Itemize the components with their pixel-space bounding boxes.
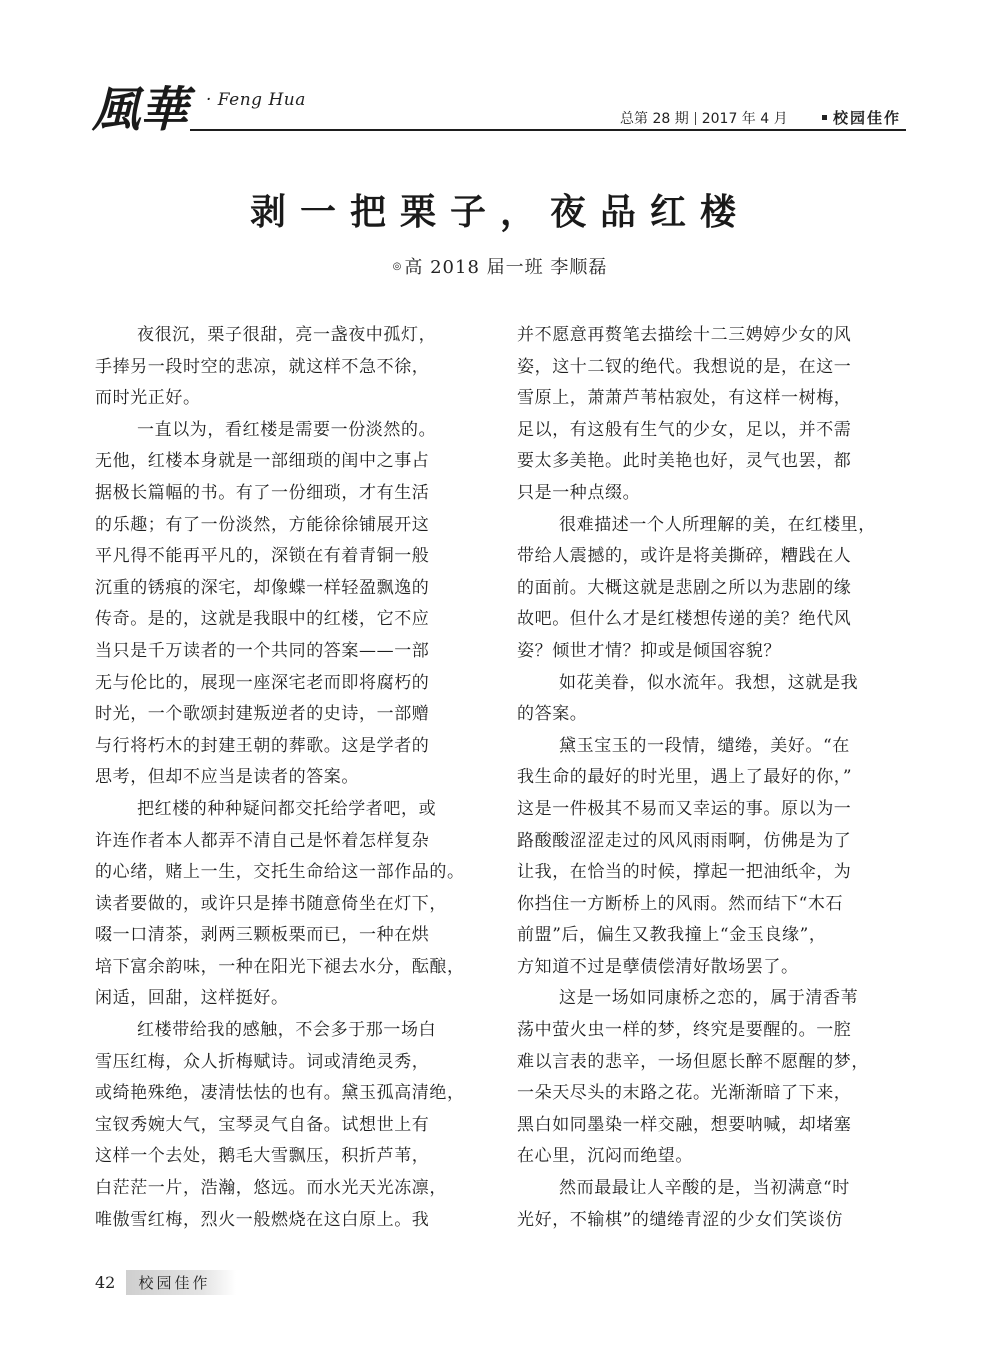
text-line: 你挡住一方断桥上的风雨。然而结下“木石 — [517, 893, 844, 914]
logo-text: 風華 — [92, 82, 189, 136]
text-line: 据极长篇幅的书。有了一份细琐，才有生活 — [95, 482, 430, 503]
text-line: 这是一件极其不易而又幸运的事。原以为一 — [517, 798, 852, 819]
text-line: 前盟”后，偏生又教我撞上“金玉良缘”， — [517, 925, 827, 946]
text-line: 一直以为，看红楼是需要一份淡然的。 — [137, 419, 437, 440]
header-rule — [190, 129, 906, 131]
text-line: 故吧。但什么才是红楼想传递的美？绝代风 — [517, 609, 852, 630]
text-line: 方知道不过是孽债偿清好散场罢了。 — [517, 956, 799, 977]
left-column — [95, 320, 485, 1236]
text-line: 的答案。 — [517, 704, 588, 725]
issue-info — [620, 108, 788, 128]
text-line: 沉重的锈痕的深宅，却像蝶一样轻盈飘逸的 — [95, 577, 430, 598]
text-line: 黛玉宝玉的一段情，缱绻，美好。“在 — [559, 735, 850, 756]
issue-date: 2017 年 4 月 — [701, 111, 788, 127]
text-line: 姿，这十二钗的绝代。我想说的是，在这一 — [517, 356, 852, 377]
text-line: 只是一种点缀。 — [517, 482, 641, 503]
section-label-text: 校园佳作 — [833, 109, 902, 127]
text-line: 如花美眷，似水流年。我想，这就是我 — [559, 672, 859, 693]
feng-hua-calligraphy-logo — [90, 76, 200, 136]
text-line: 读者要做的，或许只是捧书随意倚坐在灯下， — [95, 893, 447, 914]
text-line: 思考，但却不应当是读者的答案。 — [95, 767, 359, 788]
text-line: 培下富余韵味，一种在阳光下褪去水分，酝酿， — [95, 956, 465, 977]
text-line: 把红楼的种种疑问都交托给学者吧，或 — [137, 798, 437, 819]
issue-divider — [695, 112, 696, 125]
issue-number: 总第 28 期 — [620, 111, 689, 127]
text-line: 宝钗秀婉大气，宝琴灵气自备。试想世上有 — [95, 1114, 430, 1135]
text-line: 红楼带给我的感触，不会多于那一场白 — [137, 1020, 437, 1041]
text-line: 光好，不输棋”的缱绻青涩的少女们笑谈仿 — [517, 1209, 844, 1230]
article-byline — [0, 253, 1000, 279]
text-line: 很难描述一个人所理解的美，在红楼里， — [559, 514, 876, 535]
right-column — [517, 320, 907, 1236]
text-line: 的乐趣；有了一份淡然，方能徐徐铺展开这 — [95, 514, 430, 535]
text-line: 白茫茫一片，浩瀚，悠远。而水光天光冻凛， — [95, 1178, 447, 1199]
text-line: 带给人震撼的，或许是将美撕碎，糟践在人 — [517, 546, 852, 567]
text-line: 我生命的最好的时光里，遇上了最好的你，” — [517, 767, 853, 788]
text-line: 这样一个去处，鹅毛大雪飘压，积折芦苇， — [95, 1146, 430, 1167]
page-number: 42 — [95, 1273, 116, 1292]
text-line: 姿？倾世才情？抑或是倾国容貌？ — [517, 640, 781, 661]
text-line: 或绮艳殊绝，凄清怯怯的也有。黛玉孤高清绝， — [95, 1083, 465, 1104]
text-line: 无他，红楼本身就是一部细琐的闺中之事占 — [95, 451, 430, 472]
text-line: 黑白如同墨染一样交融，想要呐喊，却堵塞 — [517, 1114, 852, 1135]
text-line: 然而最最让人辛酸的是，当初满意“时 — [559, 1178, 850, 1199]
text-line: 要太多美艳。此时美艳也好，灵气也罢，都 — [517, 451, 852, 472]
magazine-roman-name: · Feng Hua — [206, 90, 306, 110]
text-line: 难以言表的悲辛，一场但愿长醉不愿醒的梦， — [517, 1051, 869, 1072]
text-line: 传奇。是的，这就是我眼中的红楼，它不应 — [95, 609, 430, 630]
text-line: 闲适，回甜，这样挺好。 — [95, 988, 289, 1009]
text-line: 这是一场如同康桥之恋的，属于清香苇 — [559, 988, 859, 1009]
section-square-icon — [822, 115, 827, 120]
text-line: 在心里，沉闷而绝望。 — [517, 1146, 693, 1167]
text-line: 的面前。大概这就是悲剧之所以为悲剧的缘 — [517, 577, 852, 598]
section-label — [822, 107, 901, 128]
text-line: 荡中萤火虫一样的梦，终究是要醒的。一腔 — [517, 1020, 852, 1041]
text-line: 手捧另一段时空的悲凉，就这样不急不徐， — [95, 356, 430, 377]
text-line: 足以，有这般有生气的少女，足以，并不需 — [517, 419, 852, 440]
text-line: 夜很沉，栗子很甜，亮一盏夜中孤灯， — [137, 325, 437, 345]
text-line: 平凡得不能再平凡的，深锁在有着青铜一般 — [95, 546, 430, 567]
text-line: 并不愿意再赘笔去描绘十二三娉婷少女的风 — [517, 325, 852, 345]
text-line: 路酸酸涩涩走过的风风雨雨啊，仿佛是为了 — [517, 830, 852, 851]
text-line: 唯傲雪红梅，烈火一般燃烧在这白原上。我 — [95, 1209, 430, 1230]
footer-section-label: 校园佳作 — [126, 1270, 236, 1295]
text-line: 许连作者本人都弄不清自己是怀着怎样复杂 — [95, 830, 430, 851]
byline-dot-icon: ◎ — [392, 261, 403, 272]
text-line: 时光，一个歌颂封建叛逆者的史诗，一部赠 — [95, 704, 430, 725]
byline-text: 高 2018 届一班 李顺磊 — [404, 257, 608, 278]
text-line: 而时光正好。 — [95, 388, 201, 409]
article-title: 剥一把栗子，夜品红楼 — [249, 191, 750, 233]
page-footer — [95, 1270, 236, 1294]
text-line: 雪原上，萧萧芦苇枯寂处，有这样一树梅， — [517, 388, 852, 409]
text-line: 啜一口清茶，剥两三颗板栗而已，一种在烘 — [95, 925, 430, 946]
text-line: 一朵天尽头的末路之花。光渐渐暗了下来， — [517, 1083, 852, 1104]
text-line: 雪压红梅，众人折梅赋诗。词或清绝灵秀， — [95, 1051, 430, 1072]
text-line: 的心绪，赌上一生，交托生命给这一部作品的。 — [95, 862, 465, 883]
text-line: 当只是千万读者的一个共同的答案——一部 — [95, 640, 430, 661]
text-line: 让我，在恰当的时候，撑起一把油纸伞，为 — [517, 862, 852, 883]
text-line: 与行将朽木的封建王朝的葬歌。这是学者的 — [95, 735, 430, 756]
text-line: 无与伦比的，展现一座深宅老而即将腐朽的 — [95, 672, 430, 693]
